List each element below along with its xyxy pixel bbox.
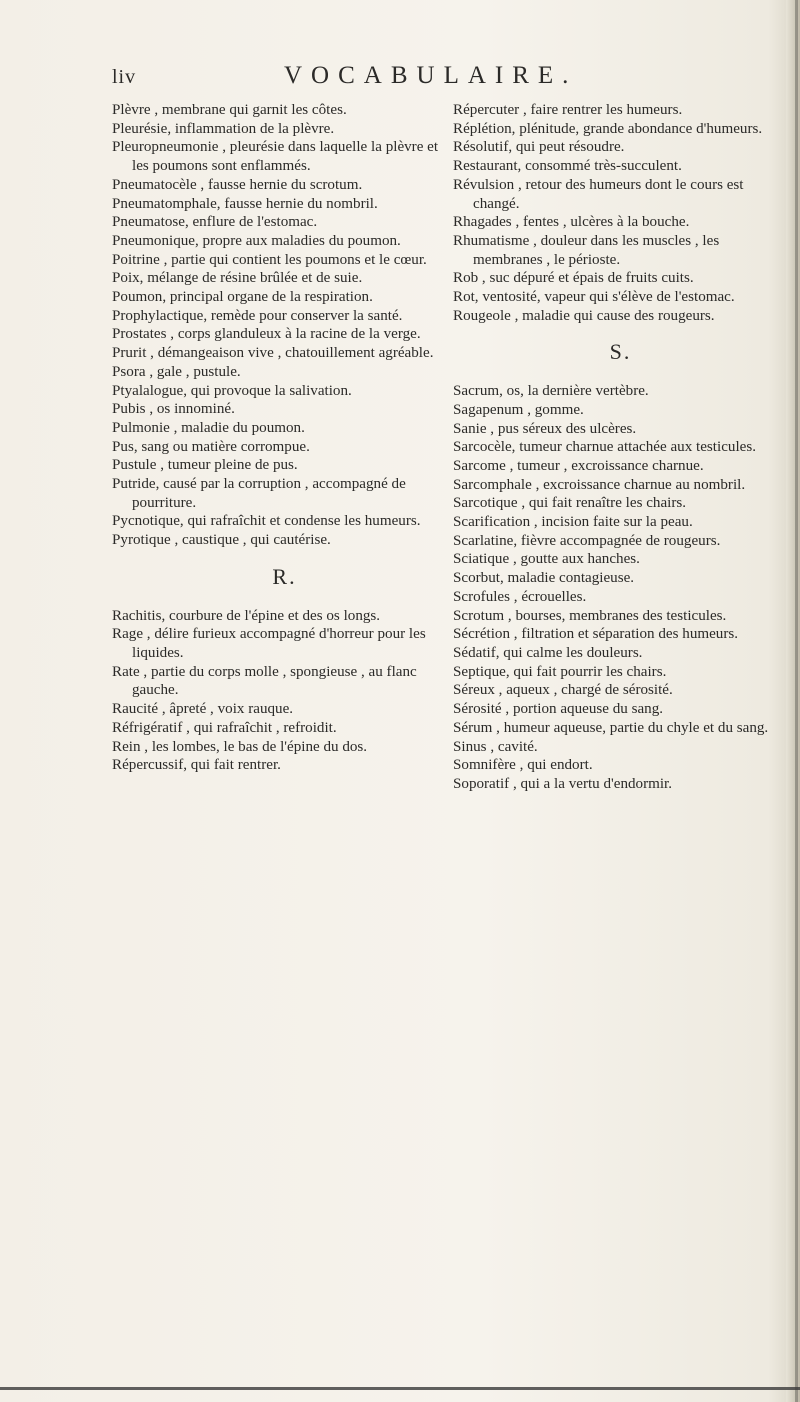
page-header [112, 62, 762, 92]
dictionary-entry: Rage , délire furieux accompagné d'horreur pour les liquides. [112, 626, 426, 661]
dictionary-entry: Pus, sang ou matière corrompue. [112, 438, 310, 455]
dictionary-entry: Pustule , tumeur pleine de pus. [112, 457, 298, 474]
dictionary-entry: Répercuter , faire rentrer les humeurs. [453, 102, 683, 118]
dictionary-entry: Plèvre , membrane qui garnit les côtes. [112, 102, 347, 118]
dictionary-entry: Poix, mélange de résine brûlée et de suie. [112, 270, 363, 287]
dictionary-entry: Sécrétion , filtration et séparation des humeurs. [453, 626, 739, 643]
dictionary-entry: Septique, qui fait pourrir les chairs. [453, 663, 667, 680]
bottom-rule [0, 1387, 800, 1390]
dictionary-entry: Pulmonie , maladie du poumon. [112, 419, 305, 436]
dictionary-entry: Rot, ventosité, vapeur qui s'élève de l'estomac. [453, 289, 735, 306]
left-entries-r [112, 607, 457, 775]
dictionary-entry: Prurit , démangeaison vive , chatouillement agréable. [112, 345, 434, 362]
dictionary-entry: Restaurant, consommé très-succulent. [453, 158, 682, 175]
dictionary-entry: Rhumatisme , douleur dans les muscles , les membranes , le périoste. [453, 232, 720, 268]
dictionary-entry: Soporatif , qui a la vertu d'endormir. [453, 775, 673, 792]
dictionary-entry: Pleuropneumonie , pleurésie dans laquelle la plèvre et les poumons sont enflammés. [112, 139, 439, 175]
dictionary-entry: Psora , gale , pustule. [112, 363, 241, 380]
dictionary-entry: Réplétion, plénitude, grande abondance d'humeurs. [453, 120, 763, 137]
dictionary-entry: Résolutif, qui peut résoudre. [453, 139, 625, 156]
right-entries-s [453, 382, 788, 793]
dictionary-entry: Scorbut, maladie contagieuse. [453, 570, 635, 587]
dictionary-entry: Répercussif, qui fait rentrer. [112, 757, 281, 774]
running-title: VOCABULAIRE. [284, 62, 578, 89]
dictionary-entry: Sagapenum , gomme. [453, 401, 584, 418]
dictionary-entry: Sacrum, os, la dernière vertèbre. [453, 383, 649, 400]
section-letter-r: R. [272, 563, 297, 589]
dictionary-entry: Séreux , aqueux , chargé de sérosité. [453, 682, 673, 699]
dictionary-entry: Pneumatocèle , fausse hernie du scrotum. [112, 176, 363, 193]
dictionary-entry: Ptyalalogue, qui provoque la salivation. [112, 382, 352, 399]
dictionary-entry: Prostates , corps glanduleux à la racine de la verge. [112, 326, 421, 343]
dictionary-entry: Pubis , os innominé. [112, 401, 235, 418]
dictionary-entry: Sanie , pus séreux des ulcères. [453, 420, 637, 437]
dictionary-entry: Rate , partie du corps molle , spongieuse , au flanc gauche. [112, 663, 417, 699]
dictionary-entry: Prophylactique, remède pour conserver la santé. [112, 307, 403, 324]
dictionary-entry: Sérum , humeur aqueuse, partie du chyle et du sang. [453, 719, 769, 736]
section-letter-s: S. [609, 339, 632, 365]
dictionary-entry: Poitrine , partie qui contient les poumons et le cœur. [112, 251, 427, 268]
dictionary-entry: Sciatique , goutte aux hanches. [453, 551, 640, 568]
dictionary-entry: Pneumatomphale, fausse hernie du nombril. [112, 195, 378, 212]
dictionary-entry: Pyrotique , caustique , qui cautérise. [112, 532, 331, 549]
left-entries-p [112, 101, 457, 550]
dictionary-entry: Pycnotique, qui rafraîchit et condense les humeurs. [112, 513, 421, 530]
dictionary-entry: Scrotum , bourses, membranes des testicules. [453, 607, 727, 624]
left-column [112, 101, 457, 775]
page-edge [786, 0, 800, 1402]
dictionary-entry: Pneumatose, enflure de l'estomac. [112, 214, 318, 231]
dictionary-entry: Sédatif, qui calme les douleurs. [453, 644, 643, 661]
dictionary-entry: Pleurésie, inflammation de la plèvre. [112, 120, 335, 137]
dictionary-entry: Sinus , cavité. [453, 738, 538, 755]
dictionary-entry: Sarcome , tumeur , excroissance charnue. [453, 457, 704, 474]
dictionary-entry: Somnifère , qui endort. [453, 757, 593, 774]
dictionary-entry: Sarcotique , qui fait renaître les chairs. [453, 495, 687, 512]
dictionary-entry: Sarcomphale , excroissance charnue au nombril. [453, 476, 746, 493]
dictionary-entry: Réfrigératif , qui rafraîchit , refroidit. [112, 719, 337, 736]
dictionary-entry: Pneumonique, propre aux maladies du poumon. [112, 232, 401, 249]
dictionary-entry: Révulsion , retour des humeurs dont le cours est changé. [453, 176, 744, 212]
dictionary-entry: Scarification , incision faite sur la peau. [453, 514, 693, 531]
dictionary-entry: Sarcocèle, tumeur charnue attachée aux testicules. [453, 439, 756, 456]
dictionary-entry: Scarlatine, fièvre accompagnée de rougeurs. [453, 532, 721, 549]
page-number: liv [112, 66, 137, 88]
dictionary-entry: Sérosité , portion aqueuse du sang. [453, 701, 664, 718]
dictionary-entry: Putride, causé par la corruption , accompagné de pourriture. [112, 476, 406, 511]
dictionary-entry: Raucité , âpreté , voix rauque. [112, 701, 294, 718]
dictionary-entry: Scrofules , écrouelles. [453, 588, 587, 605]
dictionary-entry: Rob , suc dépuré et épais de fruits cuits. [453, 270, 694, 287]
dictionary-entry: Rougeole , maladie qui cause des rougeurs. [453, 307, 715, 324]
right-entries-r [453, 101, 788, 325]
dictionary-entry: Rein , les lombes, le bas de l'épine du dos. [112, 738, 368, 755]
dictionary-entry: Rhagades , fentes , ulcères à la bouche. [453, 214, 690, 231]
right-column [453, 101, 788, 794]
dictionary-entry: Poumon, principal organe de la respiration. [112, 289, 373, 306]
dictionary-entry: Rachitis, courbure de l'épine et des os longs. [112, 607, 381, 624]
